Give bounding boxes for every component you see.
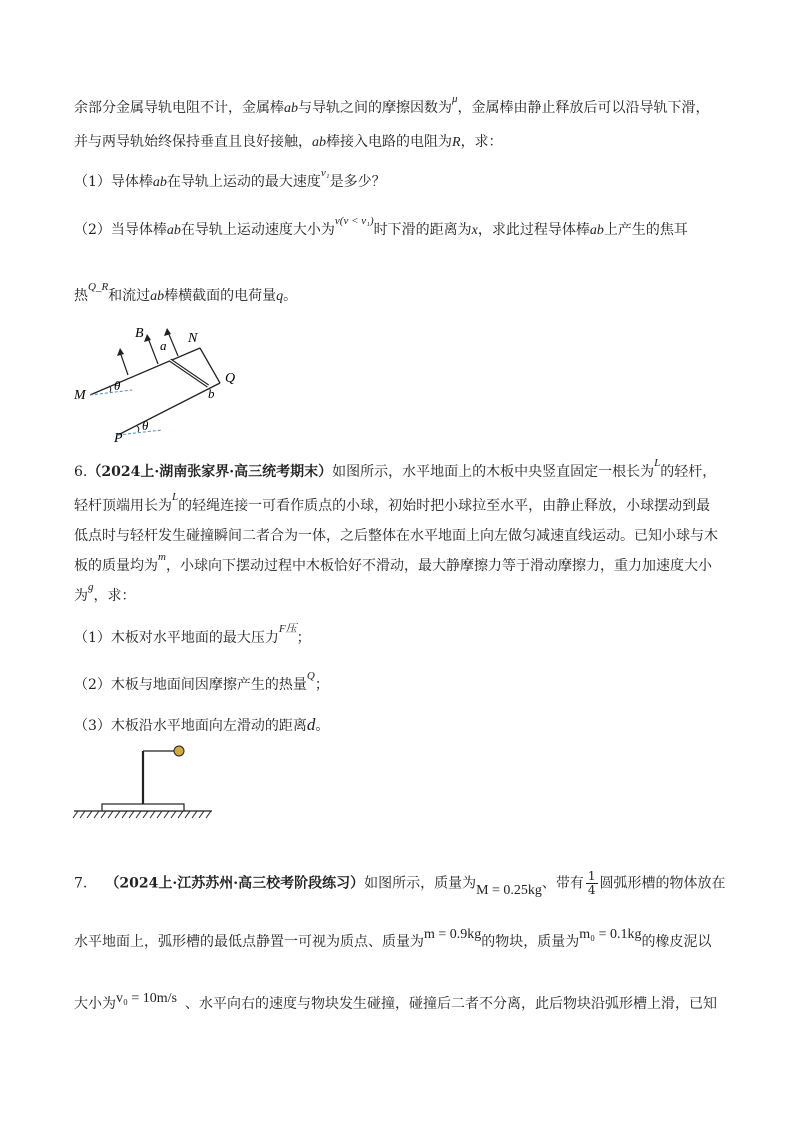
text: ，求： (93, 588, 136, 604)
text: 板的质量均为 (74, 558, 158, 574)
var-x: x (471, 223, 478, 238)
text-line (74, 93, 710, 119)
text: 在导轨上运动的最大速度 (166, 174, 321, 190)
label-theta: θ (114, 378, 121, 393)
text: ，小球向下摆动过程中木板恰好不滑动，最大静摩擦力等于滑动摩擦力，重力加速度大小 (165, 558, 712, 574)
text: 大小为 (74, 996, 116, 1012)
q5-part2-cont (74, 281, 298, 307)
fraction-quarter (586, 870, 598, 897)
rail-NQ (200, 348, 220, 383)
var-v1: v₁ (320, 167, 330, 179)
text: 低点时与轻杆发生碰撞瞬间二者合为一体，之后整体在水平地面上向左做匀减速直线运动。已知小球与木 (74, 528, 718, 544)
var-ab: ab (589, 223, 604, 238)
rail-MN (90, 348, 200, 395)
text: 为 (74, 588, 88, 604)
mass-m: m = 0.9kg (424, 927, 482, 942)
text: ，金属棒由静止释放后可以沿导轨下滑， (457, 100, 710, 116)
text: ； (296, 630, 311, 646)
q6-line3 (74, 526, 718, 546)
text: ； (314, 677, 329, 693)
text: 并与两导轨始终保持垂直且良好接触， (74, 134, 312, 150)
q6-line1 (74, 457, 717, 483)
text: 圆弧形槽的物体放在 (599, 875, 726, 892)
label-a: a (160, 338, 167, 353)
pendulum-board-figure (70, 738, 220, 828)
mass-m0: m₀ = 0.1kg (579, 927, 642, 942)
text: 如图所示，质量为 (364, 875, 477, 892)
var-ab: ab (312, 135, 326, 150)
text: ，求： (460, 134, 503, 150)
var-d: d (306, 715, 316, 734)
fraction-numerator: 1 (587, 869, 596, 883)
text: 如图所示，水平地面上的木板中央竖直固定一根长为 (332, 464, 655, 480)
q7-line2 (74, 927, 712, 953)
text: 。 (315, 718, 330, 734)
b-arrow-head (117, 348, 124, 356)
velocity-v0: v₀ = 10m/s (116, 991, 178, 1006)
text: 棒接入电路的电阻为 (326, 134, 452, 150)
small-ball (174, 746, 184, 756)
label-M: M (74, 388, 86, 403)
text: 热 (74, 288, 88, 304)
rod-ab-inner (170, 360, 208, 386)
b-arrow (168, 332, 178, 356)
text: 的轻绳连接一可看作质点的小球，初始时把小球拉至水平，由静止释放，小球摆动到最 (178, 498, 711, 514)
text: 上产生的焦耳 (603, 222, 688, 238)
question-number: 7. (74, 875, 88, 892)
text: 在导轨上运动速度大小为 (180, 222, 335, 238)
var-g: g (88, 581, 94, 593)
condition: v(v < v₁) (334, 215, 374, 227)
q6-line4 (74, 551, 712, 577)
text: 余部分金属导轨电阻不计，金属棒 (74, 100, 284, 116)
text: 。 (283, 288, 298, 304)
text: （1）木板对水平地面的最大压力 (74, 630, 279, 646)
var-q: q (276, 289, 284, 304)
var-m: m (158, 551, 166, 563)
var-ab: ab (152, 175, 167, 190)
text: 的物块，质量为 (481, 934, 580, 950)
b-arrow (120, 352, 128, 375)
fraction-denominator: 4 (587, 883, 596, 897)
text: （2）木板与地面间因摩擦产生的热量 (74, 677, 307, 693)
label-P: P (114, 431, 123, 445)
q5-part1 (74, 167, 386, 193)
question-source: （2024上·湖南张家界·高三统考期末） (87, 464, 333, 480)
wooden-board (102, 804, 184, 811)
label-b: b (208, 386, 215, 401)
rail-PQ (118, 383, 220, 435)
question-source: （2024上·江苏苏州·高三校考阶段练习） (105, 875, 365, 892)
q7-line3 (74, 991, 718, 1015)
text: （2）当导体棒 (74, 222, 167, 238)
var-F: F压 (278, 623, 297, 635)
q6-line2 (74, 491, 711, 517)
q6-part1 (74, 623, 311, 649)
var-ab: ab (150, 289, 165, 304)
text-line (74, 132, 503, 153)
angle-arc (137, 426, 139, 432)
b-arrow-head (164, 328, 171, 336)
var-ab: ab (284, 101, 298, 116)
var-L: L (654, 457, 661, 469)
var-L: L (172, 491, 179, 503)
text: （1）导体棒 (74, 174, 153, 190)
q6-part2 (74, 670, 329, 696)
label-B: B (135, 326, 144, 341)
text: 水平地面上，弧形槽的最低点静置一可视为质点、质量为 (74, 934, 424, 950)
label-theta: θ (142, 418, 149, 433)
text: 轻杆顶端用长为 (74, 498, 172, 514)
text: ，求此过程导体棒 (477, 222, 590, 238)
var-QR: Q_R (88, 281, 109, 293)
var-Q: Q (306, 670, 315, 682)
question-number: 6. (74, 464, 88, 480)
text: 是多少？ (329, 174, 386, 190)
text: 、带有 (541, 875, 584, 892)
text: 和流过 (108, 288, 151, 304)
text: 棒横截面的电荷量 (164, 288, 277, 304)
dashed-horizontal (118, 430, 162, 435)
text: 、水平向右的速度与物块发生碰撞，碰撞后二者不分离，此后物块沿弧形槽上滑，已知 (185, 996, 718, 1012)
q7-line1 (74, 870, 726, 897)
mass-M: M = 0.25kg (476, 882, 542, 898)
label-Q: Q (225, 371, 236, 386)
var-ab: ab (166, 223, 181, 238)
var-R: R (452, 135, 461, 150)
q5-part2 (74, 215, 688, 241)
b-arrow-head (144, 334, 151, 342)
b-arrow (148, 338, 158, 364)
text: 的橡皮泥以 (641, 934, 712, 950)
text: （3）木板沿水平地面向左滑动的距离 (74, 718, 307, 734)
q6-line5 (74, 581, 136, 607)
var-mu: μ (452, 93, 458, 105)
text: 与导轨之间的摩擦因数为 (298, 100, 452, 116)
text: 时下滑的距离为 (373, 222, 472, 238)
q6-part3 (74, 715, 329, 736)
ground-hatching (73, 811, 211, 818)
label-N: N (188, 331, 198, 346)
text: 的轻杆， (660, 464, 717, 480)
inclined-rails-figure (70, 320, 260, 445)
